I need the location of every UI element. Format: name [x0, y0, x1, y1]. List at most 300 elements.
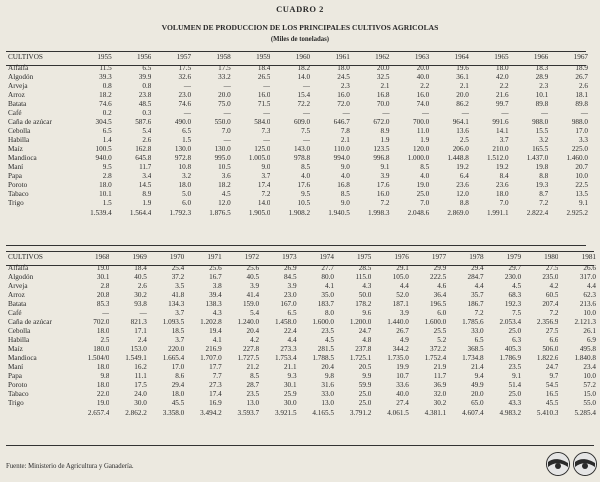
crop-name: Arroz	[8, 91, 25, 99]
crop-name: Maní	[8, 163, 24, 171]
production-value: 49.9	[471, 381, 484, 389]
production-value: 220.0	[168, 345, 185, 353]
crop-name: Batata	[8, 300, 27, 308]
table-header-row	[6, 52, 588, 64]
production-value: 13.5	[575, 190, 588, 198]
total-value: 1.908.2	[288, 209, 311, 218]
production-value: 18.0	[96, 327, 110, 335]
total-value: 2.048.6	[407, 209, 430, 218]
production-value: 29.9	[433, 264, 447, 272]
column-header-year: 1966	[533, 53, 549, 62]
production-value: 2.3	[340, 82, 350, 90]
production-value: 65.0	[471, 399, 484, 407]
production-value: 27.7	[321, 264, 334, 272]
crop-name: Poroto	[8, 381, 28, 389]
production-value: 25.0	[358, 390, 372, 398]
production-value: 1.240.0	[237, 318, 260, 326]
total-value: 2.925.2	[566, 209, 588, 218]
production-value: 1.734.8	[462, 354, 484, 362]
production-value: 18.3	[535, 64, 549, 72]
production-value: 1.005.0	[248, 154, 271, 162]
total-value: 2.862.2	[125, 409, 147, 418]
column-header-year: 1975	[357, 253, 372, 262]
production-value: 25.0	[416, 190, 430, 198]
production-value: 18.0	[96, 381, 110, 389]
production-value: 4.6	[437, 282, 447, 290]
production-value: 17.0	[575, 127, 588, 135]
production-value: 6.5	[142, 64, 152, 72]
production-value: 9.0	[340, 163, 350, 171]
production-value: 2.1	[340, 136, 350, 144]
production-value: 162.8	[135, 145, 152, 153]
production-value: 18.2	[99, 91, 112, 99]
production-value: 93.8	[134, 300, 147, 308]
production-value: 16.2	[134, 363, 147, 371]
production-value: 75.0	[218, 100, 231, 108]
production-value: 23.5	[508, 363, 522, 371]
production-value: 15.0	[583, 390, 596, 398]
crop-name: Café	[8, 109, 22, 117]
crop-name: Arroz	[8, 291, 25, 299]
production-value: 995.0	[214, 154, 231, 162]
table-row	[6, 327, 596, 336]
production-value: 39.9	[138, 73, 152, 81]
production-value: 165.5	[532, 145, 549, 153]
total-value: 3.494.2	[200, 409, 222, 418]
production-value: 0.2	[102, 109, 112, 117]
production-value: 22.0	[96, 390, 110, 398]
production-value: —	[302, 109, 311, 117]
production-value: 21.6	[495, 91, 509, 99]
production-value: 192.3	[504, 300, 522, 308]
production-value: 6.4	[459, 172, 469, 180]
production-value: 11.1	[134, 372, 147, 380]
production-value: 19.2	[456, 163, 469, 171]
production-value: 1.5	[102, 199, 112, 207]
production-value: 39.3	[99, 73, 112, 81]
production-value: 1.5	[182, 136, 192, 144]
production-value: 1.600.0	[312, 318, 334, 326]
crop-name: Tabaco	[8, 390, 29, 398]
crop-name: Tabaco	[8, 190, 29, 198]
column-header-crops: CULTIVOS	[8, 253, 43, 262]
production-value: 50.0	[358, 291, 372, 299]
total-value: 4.165.5	[312, 409, 334, 418]
production-value: 18.4	[257, 64, 271, 72]
production-value: 31.6	[321, 381, 334, 389]
production-value: 25.0	[508, 327, 522, 335]
table-row	[6, 300, 596, 309]
crop-name: Caña de azúcar	[8, 118, 52, 126]
production-value: 30.2	[433, 399, 447, 407]
production-value: 5.4	[250, 309, 260, 317]
production-value: 24.7	[358, 327, 372, 335]
production-value: 964.1	[452, 118, 469, 126]
production-value: 700.0	[413, 118, 430, 126]
production-value: 17.4	[209, 390, 222, 398]
table-row	[6, 181, 588, 190]
production-value: —	[342, 109, 350, 117]
production-value: 26.7	[575, 73, 588, 81]
table-row	[6, 372, 596, 381]
production-value: —	[263, 82, 271, 90]
production-value: 281.5	[317, 345, 334, 353]
table-row	[6, 345, 596, 354]
production-value: 344.2	[392, 345, 409, 353]
production-value: 26.1	[583, 327, 596, 335]
total-value: 2.657.4	[87, 409, 110, 418]
production-value: —	[302, 82, 311, 90]
production-value: 9.4	[474, 372, 484, 380]
production-value: —	[302, 136, 311, 144]
production-value: 3.9	[287, 282, 297, 290]
production-value: 14.0	[297, 73, 311, 81]
production-value: 4.4	[587, 282, 596, 290]
production-value: 41.4	[246, 291, 260, 299]
crop-name: Caña de azúcar	[8, 318, 52, 326]
column-header-year: 1958	[216, 53, 231, 62]
production-value: 702.0	[93, 318, 110, 326]
table-row	[6, 154, 588, 163]
table-row	[6, 73, 588, 82]
table-row	[6, 136, 588, 145]
crop-name: Alfalfa	[8, 264, 29, 272]
production-value: 4.2	[250, 336, 260, 344]
production-value: 0.8	[102, 82, 112, 90]
production-value: —	[183, 109, 192, 117]
production-value: 186.7	[467, 300, 484, 308]
production-value: 36.4	[433, 291, 447, 299]
production-value: 8.7	[539, 190, 549, 198]
production-value: 27.5	[545, 327, 559, 335]
production-value: 8.5	[420, 163, 430, 171]
production-value: 57.2	[583, 381, 596, 389]
production-value: 10.5	[297, 199, 311, 207]
table-row	[6, 199, 588, 208]
production-value: 125.0	[254, 145, 271, 153]
total-value: 4.983.2	[499, 409, 522, 418]
production-value: —	[139, 309, 147, 317]
production-value: 6.5	[474, 336, 484, 344]
production-value: 4.1	[324, 282, 334, 290]
production-value: 1.460.0	[566, 154, 588, 162]
production-value: 1.458.0	[274, 318, 297, 326]
totals-row	[6, 408, 596, 420]
production-value: 45.5	[545, 399, 559, 407]
total-value: 1.564.4	[129, 209, 152, 218]
production-value: 6.0	[182, 199, 192, 207]
production-value: 71.5	[257, 100, 271, 108]
production-value: 2.6	[142, 136, 152, 144]
production-value: 1.512.0	[487, 154, 509, 162]
production-value: 17.1	[134, 327, 147, 335]
production-value: 368.5	[467, 345, 484, 353]
production-value: 72.0	[337, 100, 350, 108]
production-value: 1.000.0	[407, 154, 430, 162]
production-value: 41.8	[171, 291, 185, 299]
production-value: 20.4	[321, 363, 334, 371]
production-value: 6.3	[512, 336, 522, 344]
production-value: 17.5	[178, 64, 192, 72]
production-value: 23.0	[178, 91, 192, 99]
production-value: 7.2	[380, 199, 390, 207]
production-value: 3.4	[142, 172, 152, 180]
production-value: 7.2	[474, 309, 484, 317]
crop-name: Mandioca	[8, 154, 37, 162]
production-value: 1.093.5	[162, 318, 185, 326]
table-row	[6, 399, 596, 408]
column-header-year: 1977	[431, 253, 447, 262]
table-row	[6, 264, 596, 273]
production-value: 4.0	[301, 172, 311, 180]
production-value: 2.4	[137, 336, 147, 344]
production-value: 4.4	[474, 282, 484, 290]
production-value: 72.2	[297, 100, 311, 108]
production-value: 23.0	[283, 291, 297, 299]
production-value: 4.5	[512, 282, 522, 290]
production-value: 9.9	[362, 372, 372, 380]
production-value: 54.5	[545, 381, 559, 389]
production-value: 17.5	[134, 381, 147, 389]
production-value: 85.3	[96, 300, 110, 308]
production-value: 25.6	[209, 264, 222, 272]
production-value: 26.7	[396, 327, 409, 335]
production-value: 17.6	[297, 181, 311, 189]
table-row	[6, 100, 588, 109]
production-value: 609.0	[293, 118, 311, 126]
production-value: 20.0	[456, 91, 469, 99]
production-value: 216.9	[205, 345, 222, 353]
total-value: 1.792.3	[169, 209, 192, 218]
production-value: 1.200.0	[349, 318, 372, 326]
production-value: 55.0	[583, 399, 596, 407]
crop-name: Mandioca	[8, 354, 37, 362]
production-value: 506.0	[542, 345, 559, 353]
production-value: 33.0	[321, 390, 334, 398]
production-value: 8.4	[499, 172, 509, 180]
source-note: Fuente: Ministerio de Agricultura y Ganadería.	[6, 463, 134, 470]
production-value: 4.3	[362, 282, 372, 290]
crop-name: Trigo	[8, 199, 24, 207]
table-row	[6, 273, 596, 282]
production-value: 29.1	[396, 264, 409, 272]
production-value: 7.2	[539, 199, 549, 207]
divider-line	[6, 445, 594, 446]
production-value: 32.5	[376, 73, 390, 81]
production-value: 27.5	[545, 264, 559, 272]
production-value: 17.0	[171, 363, 185, 371]
production-value: 100.5	[95, 145, 112, 153]
crop-name: Papa	[8, 172, 22, 180]
production-value: 9.5	[301, 190, 311, 198]
production-value: 183.7	[317, 300, 334, 308]
production-value: 2.2	[420, 82, 430, 90]
production-value: 1.840.8	[574, 354, 596, 362]
production-value: 70.0	[376, 100, 390, 108]
column-header-year: 1965	[494, 53, 509, 62]
production-value: 20.0	[471, 390, 484, 398]
production-value: 21.2	[246, 363, 260, 371]
production-value: 159.0	[242, 300, 260, 308]
production-value: 0.3	[142, 109, 152, 117]
production-value: 2.8	[100, 282, 110, 290]
production-value: 27.3	[209, 381, 222, 389]
production-value: 18.0	[178, 181, 192, 189]
production-value: 1.752.4	[424, 354, 447, 362]
total-value: 3.791.2	[349, 409, 372, 418]
table-row	[6, 354, 596, 363]
production-value: —	[382, 109, 390, 117]
column-header-year: 1957	[176, 53, 192, 62]
crop-name: Trigo	[8, 399, 24, 407]
production-value: 23.6	[495, 181, 509, 189]
table-row	[6, 190, 588, 199]
production-value: —	[223, 82, 231, 90]
total-value: 3.921.5	[274, 409, 297, 418]
production-value: 405.3	[504, 345, 522, 353]
production-value: 304.5	[95, 118, 112, 126]
production-value: 16.8	[376, 91, 390, 99]
crop-name: Café	[8, 309, 22, 317]
table-row	[6, 82, 588, 91]
production-value: 1.822.6	[536, 354, 559, 362]
column-header-year: 1974	[319, 253, 334, 262]
production-value: 3.2	[539, 136, 549, 144]
table-row	[6, 291, 596, 300]
production-value: 22.4	[283, 327, 297, 335]
production-value: 18.0	[99, 181, 112, 189]
production-value: 86.2	[456, 100, 469, 108]
production-value: —	[263, 136, 271, 144]
production-value: 19.0	[96, 264, 110, 272]
production-value: 33.0	[471, 327, 484, 335]
production-value: 48.5	[138, 100, 152, 108]
production-value: 28.9	[535, 73, 549, 81]
production-value: 18.0	[495, 190, 509, 198]
production-value: 33.6	[396, 381, 409, 389]
total-value: 5.410.3	[536, 409, 559, 418]
production-value: 23.5	[321, 327, 334, 335]
column-header-year: 1978	[469, 253, 484, 262]
column-header-year: 1981	[581, 253, 596, 262]
production-value: 40.0	[416, 73, 430, 81]
table-row	[6, 109, 588, 118]
column-header-year: 1979	[506, 253, 522, 262]
production-value: 32.0	[433, 390, 447, 398]
production-value: 99.7	[495, 100, 509, 108]
production-value: 33.2	[218, 73, 231, 81]
production-value: 5.4	[142, 127, 152, 135]
production-value: 40.5	[134, 273, 147, 281]
production-value: 988.0	[571, 118, 588, 126]
production-value: 68.3	[508, 291, 522, 299]
production-value: 105.0	[392, 273, 409, 281]
production-value: 550.0	[214, 118, 231, 126]
production-value: 5.2	[437, 336, 447, 344]
production-value: 42.0	[495, 73, 509, 81]
production-value: —	[541, 109, 549, 117]
production-value: 225.0	[571, 145, 588, 153]
production-value: 16.5	[545, 390, 559, 398]
production-value: 4.0	[420, 172, 430, 180]
crop-name: Algodón	[8, 73, 34, 81]
production-value: 9.0	[340, 199, 350, 207]
production-value: 10.0	[583, 309, 596, 317]
production-value: 9.0	[261, 163, 271, 171]
production-value: 2.3	[539, 82, 549, 90]
production-value: 8.8	[459, 199, 469, 207]
divider-line	[6, 245, 586, 246]
column-header-year: 1970	[169, 253, 185, 262]
production-value: 10.7	[396, 372, 409, 380]
production-value: 18.9	[575, 64, 588, 72]
production-value: 7.8	[340, 127, 350, 135]
production-value: 25.9	[283, 390, 297, 398]
production-value: 1.9	[420, 136, 430, 144]
production-value: 21.4	[471, 363, 484, 371]
production-value: 30.1	[96, 273, 110, 281]
production-value: 36.1	[456, 73, 469, 81]
production-value: 4.9	[399, 336, 409, 344]
production-value: —	[263, 109, 271, 117]
crop-name: Cebolla	[8, 327, 31, 335]
table-row	[6, 336, 596, 345]
production-value: 62.3	[583, 291, 596, 299]
production-value: 9.5	[102, 163, 112, 171]
production-value: 213.6	[579, 300, 596, 308]
production-value: 3.7	[499, 136, 509, 144]
table-row	[6, 309, 596, 318]
table-row	[6, 145, 588, 154]
production-value: 52.0	[396, 291, 409, 299]
production-value: 35.0	[321, 291, 334, 299]
production-value: 4.0	[340, 172, 350, 180]
totals-label	[6, 408, 72, 420]
production-value: 1.9	[142, 199, 152, 207]
production-value: 17.6	[376, 181, 390, 189]
table-row	[6, 381, 596, 390]
crop-name: Algodón	[8, 273, 34, 281]
production-value: 153.0	[130, 345, 147, 353]
production-value: 19.9	[396, 363, 409, 371]
production-value: 7.0	[221, 127, 231, 135]
production-value: 8.5	[301, 163, 311, 171]
production-value: 1.202.8	[200, 318, 222, 326]
production-value: 18.0	[171, 390, 185, 398]
production-value: 32.6	[178, 73, 192, 81]
production-value: 1.549.1	[125, 354, 147, 362]
production-value: 1.785.6	[462, 318, 484, 326]
production-value: —	[183, 82, 192, 90]
table-subtitle: (Miles de toneladas)	[270, 36, 330, 43]
production-value: 9.8	[100, 372, 110, 380]
production-value: 8.8	[539, 172, 549, 180]
production-value: 584.0	[254, 118, 271, 126]
production-value: 7.5	[512, 309, 522, 317]
production-value: 7.0	[499, 199, 509, 207]
production-value: 646.7	[333, 118, 350, 126]
production-value: 8.0	[324, 309, 334, 317]
production-value: 8.9	[380, 127, 390, 135]
production-value: 23.6	[456, 181, 469, 189]
total-value: 1.539.4	[90, 209, 112, 218]
production-value: 45.5	[171, 399, 185, 407]
production-value: 18.0	[495, 64, 509, 72]
production-value: 8.5	[250, 372, 260, 380]
production-value: 51.4	[508, 381, 522, 389]
column-header-year: 1960	[295, 53, 311, 62]
column-header-year: 1959	[256, 53, 271, 62]
